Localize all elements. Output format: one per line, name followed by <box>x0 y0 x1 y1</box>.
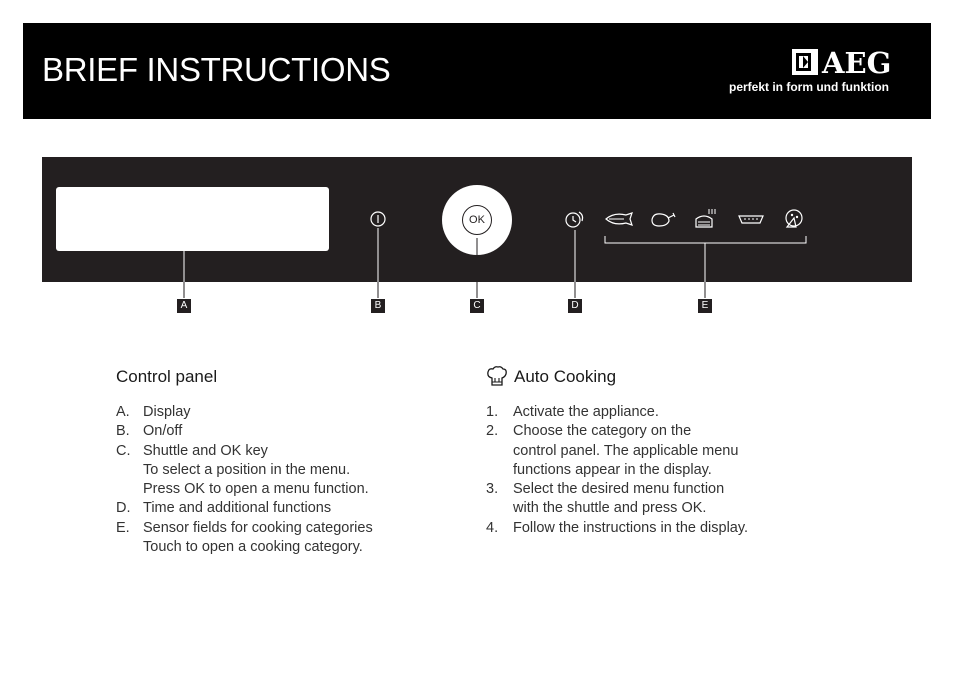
list-item: On/off <box>143 423 183 440</box>
list-marker: 3. <box>486 481 499 498</box>
list-item-detail: control panel. The applicable menu <box>513 442 739 459</box>
time-functions-icon[interactable] <box>564 209 586 229</box>
callout-b: B <box>371 299 385 313</box>
page-title: BRIEF INSTRUCTIONS <box>42 51 391 88</box>
control-panel-heading: Control panel <box>116 367 218 386</box>
list-item: Select the desired menu function <box>513 481 725 498</box>
callout-d: D <box>568 299 582 313</box>
display-window <box>56 187 329 251</box>
casserole-category-icon[interactable] <box>737 211 765 227</box>
control-panel-illustration <box>42 157 912 282</box>
power-icon[interactable] <box>370 211 386 227</box>
list-item: Choose the category on the <box>513 423 692 440</box>
poultry-category-icon[interactable] <box>649 210 677 228</box>
list-item: Sensor fields for cooking categories <box>143 519 373 536</box>
list-marker: 1. <box>486 404 499 420</box>
logo-wordmark: AEG <box>822 47 892 77</box>
aeg-logo <box>791 47 915 77</box>
callout-c: C <box>470 299 484 313</box>
list-item-detail: Press OK to open a menu function. <box>143 481 369 498</box>
list-item: Activate the appliance. <box>513 404 659 420</box>
list-item: Time and additional functions <box>143 500 332 517</box>
header-bar <box>23 23 931 119</box>
list-marker: 4. <box>486 519 499 536</box>
control-panel-list <box>116 403 446 557</box>
list-marker: E. <box>116 519 130 536</box>
brand-tagline: perfekt in form und funktion <box>729 80 889 94</box>
list-marker: 2. <box>486 423 499 440</box>
callout-e: E <box>698 299 712 313</box>
fish-category-icon[interactable] <box>604 210 634 228</box>
list-item: Shuttle and OK key <box>143 442 268 459</box>
pizza-category-icon[interactable] <box>782 208 806 230</box>
list-marker: B. <box>116 423 130 440</box>
list-item-detail: with the shuttle and press OK. <box>513 500 707 517</box>
list-marker: C. <box>116 442 131 459</box>
auto-cooking-heading: Auto Cooking <box>514 367 617 386</box>
shuttle-knob[interactable] <box>442 185 512 255</box>
chef-hat-icon <box>486 365 508 387</box>
list-item: Follow the instructions in the display. <box>513 519 749 536</box>
meat-category-icon[interactable] <box>692 207 720 229</box>
list-item: Display <box>143 404 191 420</box>
callout-a: A <box>177 299 191 313</box>
list-marker: D. <box>116 500 131 517</box>
list-item-detail: To select a position in the menu. <box>143 461 351 478</box>
ok-button[interactable]: OK <box>462 205 492 235</box>
list-item-detail: Touch to open a cooking category. <box>143 539 363 556</box>
list-item-detail: functions appear in the display. <box>513 461 712 478</box>
list-marker: A. <box>116 404 130 420</box>
auto-cooking-list <box>486 403 816 538</box>
